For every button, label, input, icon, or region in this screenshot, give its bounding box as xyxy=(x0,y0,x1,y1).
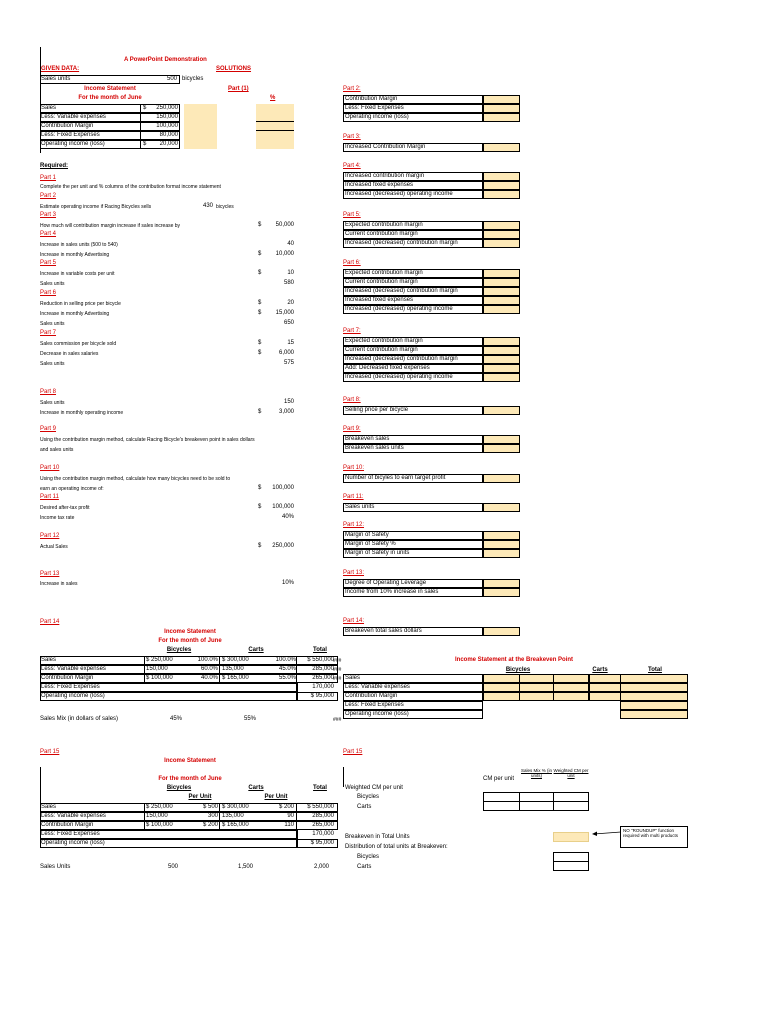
be-divider xyxy=(620,674,621,701)
p15-divider xyxy=(219,803,220,830)
part9-text1: Using the contribution margin method, calculate Racing Bicycle's breakeven point in sales dollars xyxy=(40,437,255,443)
part2-text: Estimate operating income if Racing Bicycles sells xyxy=(40,204,152,210)
solution-answer-cell[interactable] xyxy=(483,296,520,305)
p14-total: $ 550,000 xyxy=(307,657,334,663)
part1-label: Part 1 xyxy=(40,175,57,181)
solution-row-label: Current contribution margin xyxy=(345,231,418,237)
p14-total: 285,000 xyxy=(312,666,334,672)
solution-row-label: Expected contribution margin xyxy=(345,222,423,228)
part4-value1: 40 xyxy=(287,241,294,247)
solution-row-label: Increased fixed expenses xyxy=(345,182,414,188)
solution-answer-cell[interactable] xyxy=(483,435,520,444)
page-title: A PowerPoint Demonstration xyxy=(124,57,207,63)
part5-label: Part 5 xyxy=(40,260,57,266)
part11-currency1: $ xyxy=(258,504,262,510)
solution-row-label: Current contribution margin xyxy=(345,279,418,285)
solution-p7-heading: Part 7: xyxy=(343,328,361,334)
sales-units-label: Sales units xyxy=(41,76,71,82)
be-carts-cells[interactable] xyxy=(589,674,688,683)
solution-row-label: Operating income (loss) xyxy=(345,114,409,120)
solution-row-label: Contribution Margin xyxy=(345,96,398,102)
be-divider xyxy=(553,674,554,701)
p14-hash: ### xyxy=(333,658,342,664)
p15-row-label: Contribution Margin xyxy=(41,822,94,828)
p14-row-label: Less: Variable expenses xyxy=(41,666,106,672)
part6-value2: 15,000 xyxy=(275,310,294,316)
part8-text2: Increase in monthly operating income xyxy=(40,410,124,416)
part6-label: Part 6 xyxy=(40,290,57,296)
part7-text2: Decrease in sales salaries xyxy=(40,351,99,357)
p14-carts-pct: 45.0% xyxy=(278,666,296,672)
p14-total: 170,000 xyxy=(312,684,334,690)
breakeven-is-title: Income Statement at the Breakeven Point xyxy=(455,657,574,663)
distribution-carts-cell[interactable] xyxy=(553,861,589,871)
be-fixed-cell[interactable] xyxy=(620,701,688,710)
p14-carts: $ 300,000 xyxy=(222,657,249,663)
p14-bicycles-pct: 100.0% xyxy=(197,657,218,663)
part14-subtitle: For the month of June xyxy=(158,638,222,644)
income-statement-subtitle: For the month of June xyxy=(78,95,142,101)
part7-text1: Sales commission per bicycle sold xyxy=(40,341,117,347)
pct-rule xyxy=(256,121,294,122)
part11-value2: 40% xyxy=(281,514,294,520)
part8-label: Part 8 xyxy=(40,389,57,395)
be-col-carts: Carts xyxy=(592,667,608,673)
p14-divider xyxy=(144,656,145,683)
p15-carts-unit: 90 xyxy=(287,813,294,819)
part6-value1: 20 xyxy=(287,300,294,306)
income-statement-title: Income Statement xyxy=(84,86,136,92)
given-row-value: 80,000 xyxy=(159,132,178,138)
solution-row-label: Increased (decreased) contribution margin xyxy=(345,240,458,246)
sales-units-row-label: Sales Units xyxy=(40,864,71,870)
be-col-total: Total xyxy=(648,667,662,673)
p14-bicycles: $ 250,000 xyxy=(146,657,173,663)
solution-row-label: Increased contribution margin xyxy=(345,173,425,179)
part5-text1: Increase in variable costs per unit xyxy=(40,271,115,277)
part1-text: Complete the per unit and % columns of the contribution format income statement xyxy=(40,184,221,190)
solution-answer-cell[interactable] xyxy=(483,181,520,190)
sales-units-total: 2,000 xyxy=(314,864,330,870)
part4-label: Part 4 xyxy=(40,231,57,237)
part15-col-total: Total xyxy=(313,785,327,791)
note-comment: NO "ROUNDUP" function required with multi products xyxy=(620,826,688,848)
solution-row-label: Breakeven sales units xyxy=(345,445,404,451)
part6-currency1: $ xyxy=(258,300,262,306)
part8-value1: 150 xyxy=(283,399,294,405)
p15-carts: $ 300,000 xyxy=(222,804,249,810)
given-row-label: Sales xyxy=(41,105,57,111)
solution-answer-cell[interactable] xyxy=(483,355,520,364)
p15-row-label: Less: Fixed Expenses xyxy=(41,831,100,837)
solution-row-label: Expected contribution margin xyxy=(345,338,423,344)
solution-row-label: Margin of Safety % xyxy=(345,541,396,547)
given-row-label: Less: Fixed Expenses xyxy=(41,132,100,138)
be-col-bicycles: Bicycles xyxy=(505,667,531,673)
solution-row-label: Current contribution margin xyxy=(345,347,418,353)
part7-currency1: $ xyxy=(258,340,262,346)
part8-currency2: $ xyxy=(258,409,262,415)
weighted-carts-cells[interactable] xyxy=(483,801,589,811)
p14-carts-pct: 100.0% xyxy=(275,657,296,663)
solution-row-label: Increased fixed expenses xyxy=(345,297,414,303)
sales-mix-carts: 55% xyxy=(244,716,257,722)
p14-hash: ### xyxy=(333,667,342,673)
part12-text1: Actual Sales xyxy=(40,544,68,550)
part6-text2: Increase in monthly Advertising xyxy=(40,311,110,317)
be-total-units-cell[interactable] xyxy=(553,832,589,842)
part2-value: 430 xyxy=(203,203,214,209)
p15-bicycles: 150,000 xyxy=(146,813,168,819)
solution-p5-heading: Part 5: xyxy=(343,212,361,218)
part11-text1: Desired after-tax profit xyxy=(40,505,90,511)
given-per-unit-cell[interactable] xyxy=(184,140,217,149)
be-carts-cells[interactable] xyxy=(589,683,688,692)
solution-answer-cell[interactable] xyxy=(483,531,520,540)
given-row-value: 100,000 xyxy=(156,123,178,129)
p14-total: $ 95,000 xyxy=(310,693,334,699)
p14-divider xyxy=(219,656,220,683)
be-total-units-label: Breakeven in Total Units xyxy=(345,834,410,840)
distribution-carts: Carts xyxy=(357,864,372,870)
p14-carts: 135,000 xyxy=(222,666,244,672)
p14-row-label: Contribution Margin xyxy=(41,675,94,681)
sales-mix-label: Sales Mix (in dollars of sales) xyxy=(40,716,119,722)
solution-row-label: Less: Fixed Expenses xyxy=(345,105,404,111)
solution-row-label: Degree of Operating Leverage xyxy=(345,580,427,586)
p14-carts: $ 165,000 xyxy=(222,675,249,681)
solution-row-label: Selling price per bicycle xyxy=(345,407,409,413)
solution-answer-cell[interactable] xyxy=(483,540,520,549)
solution-p10-heading: Part 10: xyxy=(343,465,365,471)
part4-text1: Increase in sales units (500 to 540) xyxy=(40,242,118,248)
part4-text2: Increase in monthly Advertising xyxy=(40,252,110,258)
p14-op-income-box xyxy=(296,692,338,701)
solution-answer-cell[interactable] xyxy=(483,444,520,453)
solution-answer-cell[interactable] xyxy=(483,143,520,152)
part4-value2: 10,000 xyxy=(275,251,294,257)
solution-answer-cell[interactable] xyxy=(483,172,520,181)
solution-row-label: Breakeven sales xyxy=(345,436,390,442)
solution-answer-cell[interactable] xyxy=(483,337,520,346)
solution-answer-cell[interactable] xyxy=(483,406,520,415)
solution-p6-heading: Part 6: xyxy=(343,260,361,266)
part15-solution-label: Part 15 xyxy=(343,749,363,755)
given-pct-cell[interactable] xyxy=(256,104,294,113)
part15-col-bicycles: Bicycles xyxy=(166,785,192,791)
solution-p12-heading: Part 12: xyxy=(343,522,365,528)
solution-answer-cell[interactable] xyxy=(483,588,520,597)
weighted-divider-2 xyxy=(553,792,554,811)
p14-row-label: Less: Fixed Expenses xyxy=(41,684,100,690)
p15-carts-unit: $ 200 xyxy=(278,804,294,810)
solution-answer-cell[interactable] xyxy=(483,278,520,287)
solution-p13-heading: Part 13: xyxy=(343,570,365,576)
p14-bicycles-pct: 60.0% xyxy=(200,666,218,672)
sales-mix-hdr: Sales Mix % (in units) xyxy=(520,768,552,778)
p15-carts: $ 165,000 xyxy=(222,822,249,828)
be-bicycles-cells[interactable] xyxy=(483,674,589,683)
solution-row-label: Margin of Safety xyxy=(345,532,389,538)
given-row-currency: $ xyxy=(143,141,147,147)
part7-label: Part 7 xyxy=(40,330,57,336)
given-row-label: Less: Variable expenses xyxy=(41,114,106,120)
given-pct-cell[interactable] xyxy=(256,140,294,149)
part8-value2: 3,000 xyxy=(278,409,294,415)
solution-row-label: Increased (decreased) contribution margin xyxy=(345,356,458,362)
percent-heading: % xyxy=(270,95,276,101)
solution-row-label: Increased (decreased) operating income xyxy=(345,191,453,197)
solution-row-label: Number of bicyles to earn target profit xyxy=(345,475,446,481)
sales-mix-hash: ### xyxy=(333,717,342,723)
weighted-cm-hdr: Weighted CM per unit xyxy=(553,768,589,778)
given-per-unit-cell[interactable] xyxy=(184,104,217,113)
be-bicycles-cells[interactable] xyxy=(483,692,589,701)
p15-row-label: Operating income (loss) xyxy=(41,840,105,846)
part7-value2: 6,000 xyxy=(278,350,294,356)
p14-bicycles-pct: 40.0% xyxy=(200,675,218,681)
part2-label: Part 2 xyxy=(40,193,57,199)
solution-p4-heading: Part 4: xyxy=(343,163,361,169)
solution-answer-cell[interactable] xyxy=(483,239,520,248)
p15-total: 170,000 xyxy=(312,831,334,837)
part15-title: Income Statement xyxy=(164,758,216,764)
p15-total: $ 95,000 xyxy=(310,840,334,846)
p15-bicycles-unit: $ 500 xyxy=(202,804,218,810)
sales-units-unit: bicycles xyxy=(182,76,204,82)
given-per-unit-cell[interactable] xyxy=(184,131,217,140)
solution-answer-cell[interactable] xyxy=(483,549,520,558)
part7-text3: Sales units xyxy=(40,361,65,367)
part12-currency: $ xyxy=(258,543,262,549)
solution-answer-cell[interactable] xyxy=(483,305,520,314)
p14-carts-pct: 55.0% xyxy=(278,675,296,681)
solution-answer-cell[interactable] xyxy=(483,373,520,382)
part14-col-carts: Carts xyxy=(248,647,264,653)
p15-carts-unit: 110 xyxy=(284,822,294,828)
part10-currency: $ xyxy=(258,485,262,491)
part5-text2: Sales units xyxy=(40,281,65,287)
required-heading: Required: xyxy=(40,163,69,169)
part8-text1: Sales units xyxy=(40,400,65,406)
solution-answer-cell[interactable] xyxy=(483,503,520,512)
cm-per-unit-hdr: CM per unit xyxy=(483,776,515,782)
given-col-divider xyxy=(140,104,141,149)
part2-unit: bicycles xyxy=(216,204,234,210)
distribution-label: Distribution of total units at Breakeven: xyxy=(345,844,448,850)
weighted-divider-1 xyxy=(519,792,520,811)
part1-heading: Part (1) xyxy=(228,86,249,92)
p14-row-label: Operating income (loss) xyxy=(41,693,105,699)
part10-value: 100,000 xyxy=(272,485,294,491)
solution-row-label: Breakeven total sales dollars xyxy=(345,628,422,634)
solutions-heading: SOLUTIONS xyxy=(216,66,252,72)
part10-text1: Using the contribution margin method, calculate how many bicycles need to be sold to xyxy=(40,476,231,482)
given-row-currency: $ xyxy=(143,105,147,111)
solution-answer-cell[interactable] xyxy=(483,364,520,373)
given-per-unit-cell[interactable] xyxy=(184,113,217,122)
solution-row-label: Expected contribution margin xyxy=(345,270,423,276)
p15-total: $ 550,000 xyxy=(307,804,334,810)
sales-mix-bicycles: 45% xyxy=(170,716,183,722)
p14-hash: ### xyxy=(333,676,342,682)
part7-value3: 575 xyxy=(283,360,294,366)
solution-row-label: Sales units xyxy=(345,504,375,510)
part13-text1: Increase in sales xyxy=(40,581,78,587)
weighted-carts: Carts xyxy=(357,804,372,810)
p14-bicycles: 150,000 xyxy=(146,666,168,672)
solution-answer-cell[interactable] xyxy=(483,474,520,483)
solution-answer-cell[interactable] xyxy=(483,95,520,104)
part5-value2: 580 xyxy=(283,280,294,286)
solution-p3-heading: Part 3: xyxy=(343,134,361,140)
part12-value: 250,000 xyxy=(272,543,294,549)
weighted-bicycles: Bicycles xyxy=(357,794,380,800)
distribution-bicycles: Bicycles xyxy=(357,854,380,860)
solution-answer-cell[interactable] xyxy=(483,346,520,355)
solution-p8-heading: Part 8: xyxy=(343,397,361,403)
part3-value: 50,000 xyxy=(275,222,294,228)
solution-row-label: Increased (decreased) contribution margin xyxy=(345,288,458,294)
p15-row-label: Sales xyxy=(41,804,57,810)
solution-row-label: Margin of Safety in units xyxy=(345,550,410,556)
p15-divider xyxy=(144,803,145,830)
part15-col-carts: Carts xyxy=(248,785,264,791)
part15-label: Part 15 xyxy=(40,749,60,755)
solution-p14-heading: Part 14: xyxy=(343,618,365,624)
solution-row-label: Income from 10% increase in sales xyxy=(345,589,439,595)
solution-row-label: Increased (decreased) operating income xyxy=(345,306,453,312)
solution-row-label: Increased (decreased) operating income xyxy=(345,374,453,380)
p15-carts: 135,000 xyxy=(222,813,244,819)
be-row-label: Less: Fixed Expenses xyxy=(345,702,404,708)
part15-left-border xyxy=(40,767,41,803)
part6-value3: 650 xyxy=(283,320,294,326)
given-data-heading: GIVEN DATA: xyxy=(41,66,80,72)
p15-bicycles-unit: $ 200 xyxy=(202,822,218,828)
p15-total: 285,000 xyxy=(312,813,334,819)
p15-op-income-box xyxy=(296,839,338,848)
p14-total: 265,000 xyxy=(312,675,334,681)
solution-answer-cell[interactable] xyxy=(483,190,520,199)
solution-answer-cell[interactable] xyxy=(483,113,520,122)
part14-title: Income Statement xyxy=(164,629,216,635)
p15-row-label: Less: Variable expenses xyxy=(41,813,106,819)
solution-row-label: Add: Decreased fixed expenses xyxy=(345,365,430,371)
sales-units-value: 500 xyxy=(166,76,177,82)
given-per-unit-cell[interactable] xyxy=(184,122,217,131)
part11-label: Part 11 xyxy=(40,494,59,500)
part15-subtitle: For the month of June xyxy=(158,776,222,782)
p14-row-label: Sales xyxy=(41,657,57,663)
p15-bicycles: $ 100,000 xyxy=(146,822,173,828)
solution-answer-cell[interactable] xyxy=(483,579,520,588)
part10-label: Part 10 xyxy=(40,465,60,471)
p15-total: 265,000 xyxy=(312,822,334,828)
be-bicycles-cells[interactable] xyxy=(483,683,589,692)
solution-row-label: Increased Contribution Margin xyxy=(345,144,426,150)
part14-label: Part 14 xyxy=(40,619,60,625)
part12-label: Part 12 xyxy=(40,533,60,539)
part3-label: Part 3 xyxy=(40,212,57,218)
be-row-label: Contribution Margin xyxy=(345,693,398,699)
be-divider xyxy=(519,674,520,701)
part13-label: Part 13 xyxy=(40,571,60,577)
p15-bicycles-unit: 300 xyxy=(207,813,218,819)
be-row-label: Sales xyxy=(345,675,361,681)
part9-text2: and sales units xyxy=(40,447,74,453)
part10-text2: earn an operating income of: xyxy=(40,486,104,492)
solution-answer-cell[interactable] xyxy=(483,104,520,113)
solution-p2-heading: Part 2: xyxy=(343,86,361,92)
solution-answer-cell[interactable] xyxy=(483,287,520,296)
solution-p9-heading: Part 9: xyxy=(343,426,361,432)
part11-value1: 100,000 xyxy=(272,504,294,510)
pct-rule xyxy=(256,130,294,131)
given-row-value: 20,000 xyxy=(159,141,178,147)
part11-text2: Income tax rate xyxy=(40,515,75,521)
solution-answer-cell[interactable] xyxy=(483,627,520,636)
part7-currency2: $ xyxy=(258,350,262,356)
part15-per-unit-b: Per Unit xyxy=(188,794,212,800)
part15-sol-border xyxy=(343,767,344,787)
given-row-value: 250,000 xyxy=(156,105,178,111)
part9-label: Part 9 xyxy=(40,426,57,432)
be-row-box xyxy=(343,674,483,683)
solution-answer-cell[interactable] xyxy=(483,230,520,239)
p15-bicycles: $ 250,000 xyxy=(146,804,173,810)
given-row-value: 150,000 xyxy=(156,114,178,120)
part4-currency2: $ xyxy=(258,251,262,257)
sales-units-carts: 1,500 xyxy=(238,864,254,870)
be-row-label: Less: Variable expenses xyxy=(345,684,410,690)
part5-value1: 10 xyxy=(287,270,294,276)
note-arrow-icon xyxy=(590,828,622,838)
part14-col-bicycles: Bicycles xyxy=(166,647,192,653)
part3-currency: $ xyxy=(258,222,262,228)
given-row-label: Contribution Margin xyxy=(41,123,94,129)
part6-text3: Sales units xyxy=(40,321,65,327)
part6-text1: Reduction in selling price per bicycle xyxy=(40,301,121,307)
solution-answer-cell[interactable] xyxy=(483,221,520,230)
part5-currency1: $ xyxy=(258,270,262,276)
solution-answer-cell[interactable] xyxy=(483,269,520,278)
part3-text: How much will contribution margin increase if sales increase by xyxy=(40,223,181,229)
be-row-label: Operating income (loss) xyxy=(345,711,409,717)
weighted-cm-label: Weighted CM per unit xyxy=(345,785,403,791)
p14-bicycles: $ 100,000 xyxy=(146,675,173,681)
part14-col-total: Total xyxy=(313,647,327,653)
part13-value: 10% xyxy=(281,580,294,586)
be-op-income-cell[interactable] xyxy=(620,710,688,719)
solution-p11-heading: Part 11: xyxy=(343,494,364,500)
be-carts-cells[interactable] xyxy=(589,692,688,701)
part6-currency2: $ xyxy=(258,310,262,316)
part15-per-unit-c: Per Unit xyxy=(264,794,288,800)
part7-value1: 15 xyxy=(287,340,294,346)
given-pct-cell[interactable] xyxy=(256,131,294,140)
sales-units-bicycles: 500 xyxy=(168,864,179,870)
given-row-label: Operating income (loss) xyxy=(41,141,105,147)
